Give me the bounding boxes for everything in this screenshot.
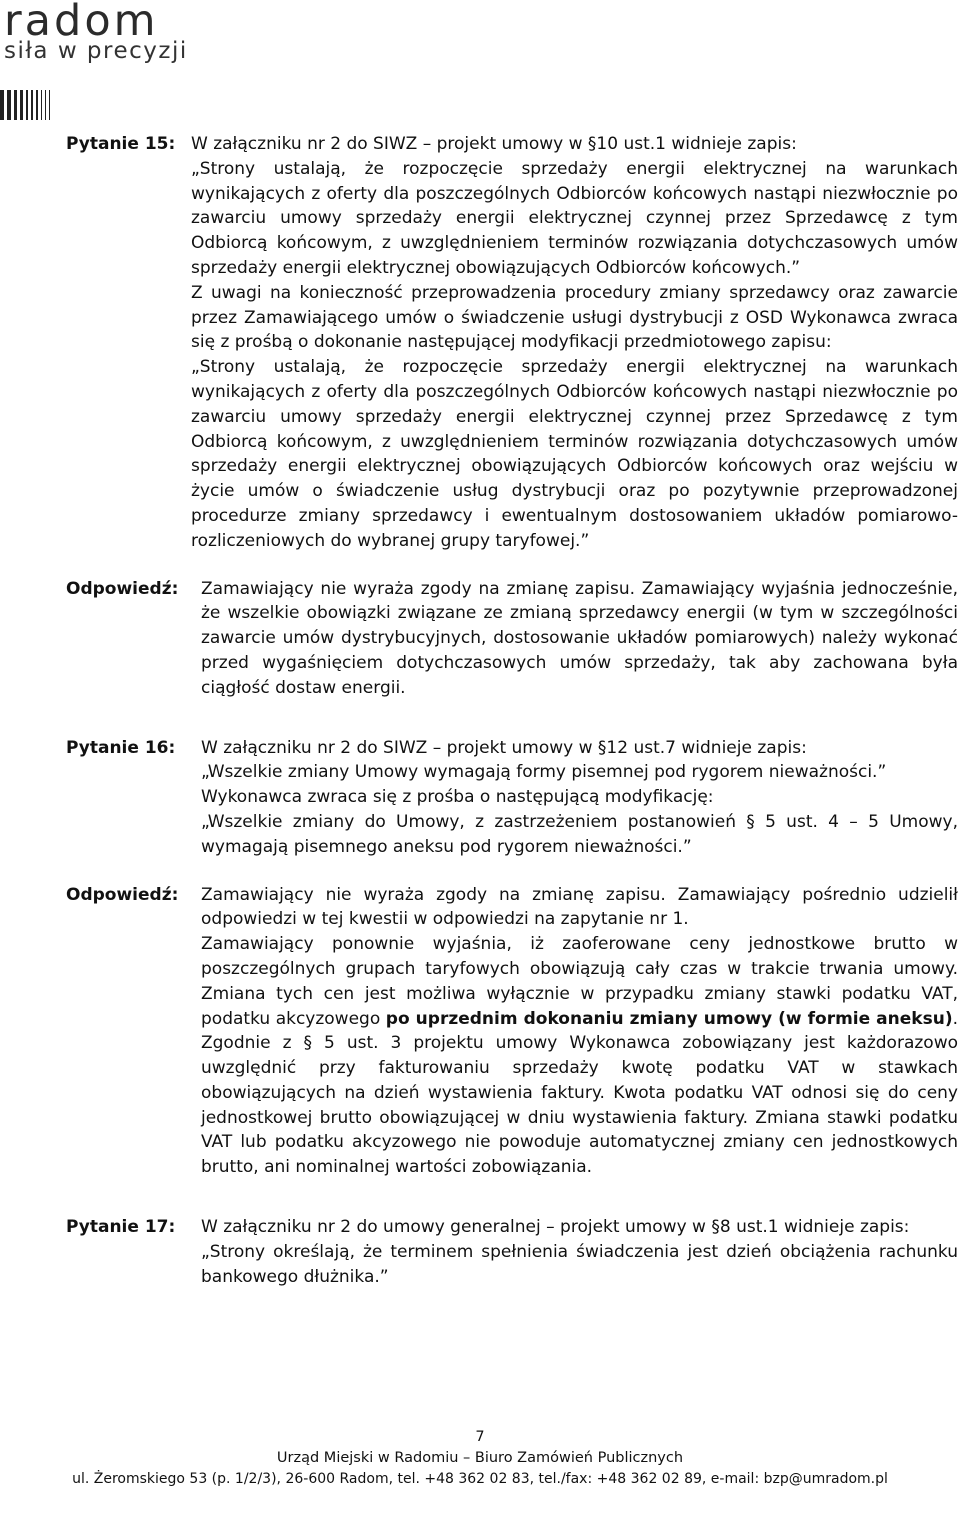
question-17-label: Pytanie 17: [66,1217,176,1238]
page-footer [0,1427,960,1490]
answer-16-paragraph [201,932,958,1180]
question-15-paragraph: „Strony ustalają, że rozpoczęcie sprzedaży energii elektrycznej na warunkach wynikających z oferty dla poszczególnych Odbiorców końcowych nastąpi niezwłocznie po zawarciu umowy sprzedaży energii elektrycznej czynnej przez Sprzedawcę z tym Odbiorcą końcowym, z uwzględnieniem terminów rozwiązania dotychczasowych umów sprzedaży energii elektrycznej obowiązujących Odbiorców końcowych.” [191,158,958,278]
page-header [0,0,960,90]
question-16-body [201,736,958,860]
document-content [66,132,958,1289]
logo-wordmark: radom [4,0,159,46]
footer-address: ul. Żeromskiego 53 (p. 1/2/3), 26-600 Radom, tel. +48 362 02 83, tel./fax: +48 362 02 89, e-mail: bzp@umradom.pl [72,1471,888,1487]
answer-16-text: Zamawiający ponownie wyjaśnia, iż zaoferowane ceny jednostkowe brutto w poszczególnych grupach taryfowych obowiązują cały czas w trakcie trwania umowy. Zmiana tych cen jest możliwa wyłącznie w przypadku zmiany stawki podatku VAT, podatku akcyzowego [201,934,958,1029]
question-15-paragraph: „Strony ustalają, że rozpoczęcie sprzedaży energii elektrycznej na warunkach wynikających z oferty dla poszczególnych Odbiorców końcowych nastąpi niezwłocznie po zawarciu umowy sprzedaży energii elektrycznej czynnej przez Sprzedawcę z tym Odbiorcą końcowym, z uwzględnieniem terminów rozwiązania dotychczasowych umów sprzedaży energii elektrycznej obowiązujących Odbiorców końcowych oraz wejściu w życie umów o świadczenie usług dystrybucji oraz po pozytywnie przeprowadzonej procedurze zmiany sprzedawcy i ewentualnym dostosowaniem układów pomiarowo-rozliczeniowych do wybranej grupy taryfowej.” [191,357,958,551]
question-15 [66,132,958,554]
question-15-body [191,132,958,554]
question-16-paragraph: „Wszelkie zmiany do Umowy, z zastrzeżeniem postanowień § 5 ust. 4 – 5 Umowy, wymagają pisemnego aneksu pod rygorem nieważności.” [201,811,958,857]
question-17-body [201,1215,958,1289]
answer-16 [66,883,958,1181]
answer-15-paragraph: Zamawiający nie wyraża zgody na zmianę zapisu. Zamawiający wyjaśnia jednocześnie, że wszelkie obowiązki związane ze zmianą sprzedawcy energii (w tym w szczególności zawarcie umów dystrybucyjnych, dostosowanie układów pomiarowych) należy wykonać przed wygaśnięciem dotychczasowych umów sprzedaży, tak aby zachowana była ciągłość dostaw energii. [201,578,958,698]
question-16-paragraph: W załączniku nr 2 do SIWZ – projekt umowy w §12 ust.7 widnieje zapis: [201,737,807,758]
answer-16-paragraph: Zamawiający nie wyraża zgody na zmianę zapisu. Zamawiający pośrednio udzielił odpowiedzi w tej kwestii w odpowiedzi na zapytanie nr 1. [201,884,958,930]
question-16 [66,736,958,860]
answer-15-body [201,577,958,701]
answer-15-label: Odpowiedź: [66,578,179,599]
page-number: 7 [475,1429,485,1445]
footer-office: Urząd Miejski w Radomiu – Biuro Zamówień Publicznych [276,1450,684,1466]
question-16-paragraph: Wykonawca zwraca się z prośba o następującą modyfikację: [201,787,714,808]
question-17 [66,1215,958,1289]
question-17-paragraph: W załączniku nr 2 do umowy generalnej – projekt umowy w §8 ust.1 widnieje zapis: [201,1217,910,1238]
question-16-paragraph: „Wszelkie zmiany Umowy wymagają formy pisemnej pod rygorem nieważności.” [201,762,887,783]
header-stripes-decoration [0,90,960,120]
answer-15 [66,577,958,701]
answer-16-body [201,883,958,1181]
question-16-label: Pytanie 16: [66,737,176,758]
answer-16-text: . Zgodnie z § 5 ust. 3 projektu umowy Wykonawca zobowiązany jest każdorazowo uwzględnić przy fakturowaniu sprzedaży kwotę podatku VAT w stawkach obowiązujących na dzień wystawienia faktury. Kwota podatku VAT odnosi się do ceny jednostkowej brutto obowiązującej w dniu wystawienia faktury. Zmiana stawki podatku VAT lub podatku akcyzowego nie powoduje automatycznej zmiany cen jednostkowych brutto, ani nominalnej wartości zobowiązania. [201,1008,958,1178]
question-17-paragraph: „Strony określają, że terminem spełnienia świadczenia jest dzień obciążenia rachunku bankowego dłużnika.” [201,1241,958,1287]
question-15-paragraph: W załączniku nr 2 do SIWZ – projekt umowy w §10 ust.1 widnieje zapis: [191,134,797,154]
answer-16-bold-text: po uprzednim dokonaniu zmiany umowy (w formie aneksu) [385,1008,953,1029]
question-15-label: Pytanie 15: [66,134,176,154]
answer-16-label: Odpowiedź: [66,884,179,905]
question-15-paragraph: Z uwagi na konieczność przeprowadzenia procedury zmiany sprzedawcy oraz zawarcie przez Zamawiającego umów o świadczenie usługi dystrybucji z OSD Wykonawca zwraca się z prośbą o dokonanie następującej modyfikacji przedmiotowego zapisu: [191,282,958,353]
logo-tagline: siła w precyzji [4,38,188,64]
